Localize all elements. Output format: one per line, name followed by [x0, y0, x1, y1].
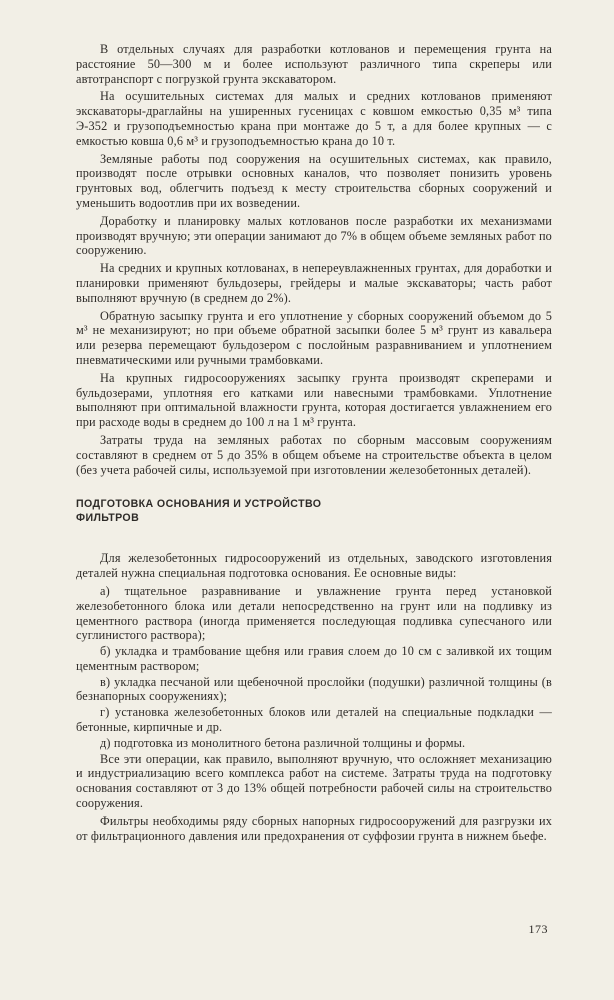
section-earthworks: [76, 42, 552, 477]
paragraph: Доработку и планировку малых котлованов после разработки их механизмами производят вручную; эти операции занимают до 7% в общем объеме земляных работ по сооружению.: [76, 213, 552, 258]
paragraph: На осушительных системах для малых и средних котлованов применяют экскаваторы-драглайны на уширенных гусеницах с ковшом емкостью 0,35 м³ типа Э-352 и грузоподъемностью крана при монтаже до 5 т, а для более крупных — с емкостью ковша 0,6 м³ и грузоподъемностью крана до 10 т.: [76, 89, 552, 148]
list-item: а) тщательное разравнивание и увлажнение грунта перед установкой железобетонного блока или детали непосредственно на грунт или на подливку из цементного раствора (иногда применяется последующая подливка супесчаного или суглинистого раствора);: [76, 583, 552, 643]
paragraph: На крупных гидросооружениях засыпку грунта производят скреперами и бульдозерами, уплотняя его катками или навесными трамбовками. Уплотнение выполняют при оптимальной влажности грунта, которая достигается увлажнением его при расходе воды в среднем до 100 л на 1 м³ грунта.: [76, 370, 552, 430]
list-item: в) укладка песчаной или щебеночной прослойки (подушки) различной толщины (в безнапорных сооружениях);: [76, 674, 552, 704]
list-item: г) установка железобетонных блоков или деталей на специальные подкладки — бетонные, кирпичные и др.: [76, 705, 552, 735]
paragraph: Фильтры необходимы ряду сборных напорных гидросооружений для разгрузки их от фильтрационного давления или предохранения от суффозии грунта в нижнем бьефе.: [76, 813, 552, 843]
heading-line: ПОДГОТОВКА ОСНОВАНИЯ И УСТРОЙСТВО: [76, 498, 322, 511]
page-number: 173: [528, 922, 548, 936]
paragraph: Затраты труда на земляных работах по сборным массовым сооружениям составляют в среднем от 5 до 35% в общем объеме на строительстве объекта в целом (без учета рабочей силы, используемой при изготовлении железобетонных деталей).: [76, 432, 552, 477]
heading-line: ФИЛЬТРОВ: [76, 512, 140, 525]
foundation-types-list: [76, 584, 552, 751]
section-foundation-filters: [76, 551, 552, 843]
section-heading: [76, 497, 552, 525]
intro-paragraph: Для железобетонных гидросооружений из отдельных, заводского изготовления деталей нужна специальная подготовка основания. Ее основные виды:: [76, 551, 552, 581]
paragraph: Земляные работы под сооружения на осушительных системах, как правило, производят после отрывки основных каналов, что позволяет понизить уровень грунтовых вод, облегчить подъезд к месту строительства сборных сооружений и уменьшить водоотлив при их возведении.: [76, 151, 552, 210]
paragraph: В отдельных случаях для разработки котлованов и перемещения грунта на расстояние 50—300 м и более используют различного типа скреперы или автотранспорт с погрузкой грунта экскаватором.: [76, 42, 552, 86]
paragraph: Обратную засыпку грунта и его уплотнение у сборных сооружений объемом до 5 м³ не механизируют; но при объеме обратной засыпки более 5 м³ грунт из кавальера или резерва перемещают бульдозером с послойным разравниванием и уплотнением пневматическими или ручными трамбовками.: [76, 308, 552, 367]
paragraph: Все эти операции, как правило, выполняют вручную, что осложняет механизацию и индустриализацию всего комплекса работ на системе. Затраты труда на подготовку основания составляют от 3 до 13% общей потребности рабочей силы на строительство сооружения.: [76, 751, 552, 811]
list-item: б) укладка и трамбование щебня или гравия слоем до 10 см с заливкой их тощим цементным раствором;: [76, 644, 552, 673]
list-item: д) подготовка из монолитного бетона различной толщины и формы.: [100, 735, 466, 750]
paragraph: На средних и крупных котлованах, в непереувлажненных грунтах, для доработки и планировки применяют бульдозеры, грейдеры и малые экскаваторы; часть работ выполняют вручную (в среднем до 2%).: [76, 261, 552, 305]
